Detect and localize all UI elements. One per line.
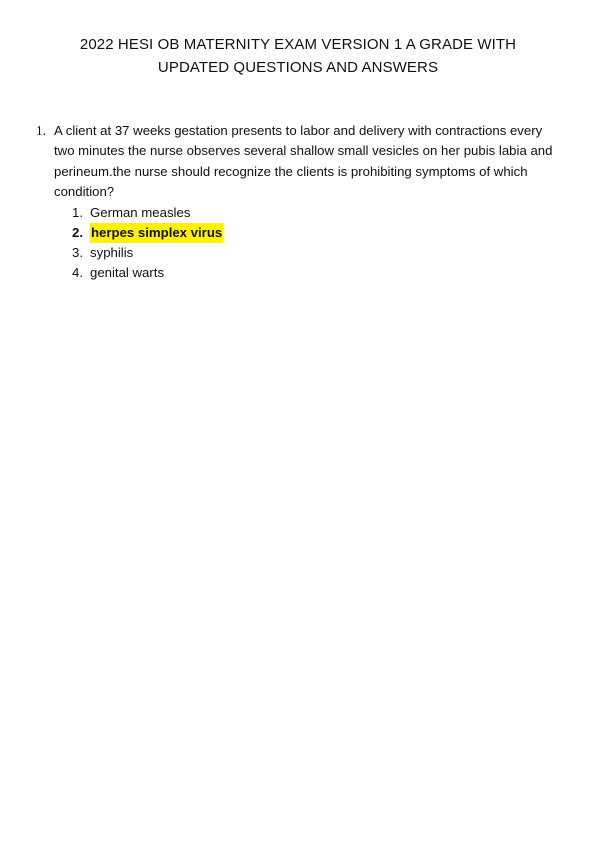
answer-option-4 xyxy=(72,263,223,283)
option-text: syphilis xyxy=(90,245,134,260)
question-text: A client at 37 weeks gestation presents to labor and delivery with contractions every two minutes the nurse observes several shallow small vesicles on her pubis labia and perineum.the nurse should recognize the clients is prohibiting symptoms of which condition? xyxy=(54,123,553,200)
highlighted-correct-answer: herpes simplex virus xyxy=(90,223,223,243)
answer-option-3 xyxy=(72,243,223,263)
option-number: 3. xyxy=(72,245,83,260)
question-number: 1. xyxy=(36,123,46,138)
option-text: German measles xyxy=(90,205,191,220)
answer-option-2-correct xyxy=(72,223,223,243)
option-number: 4. xyxy=(72,265,83,280)
option-text: genital warts xyxy=(90,265,165,280)
document-title xyxy=(40,33,556,79)
option-number: 1. xyxy=(72,205,83,220)
title-line-1: 2022 HESI OB MATERNITY EXAM VERSION 1 A GRADE WITH xyxy=(79,36,517,53)
answer-option-1 xyxy=(72,203,223,223)
title-line-2: UPDATED QUESTIONS AND ANSWERS xyxy=(157,59,439,76)
option-number: 2. xyxy=(72,225,83,240)
answer-options xyxy=(72,203,223,283)
